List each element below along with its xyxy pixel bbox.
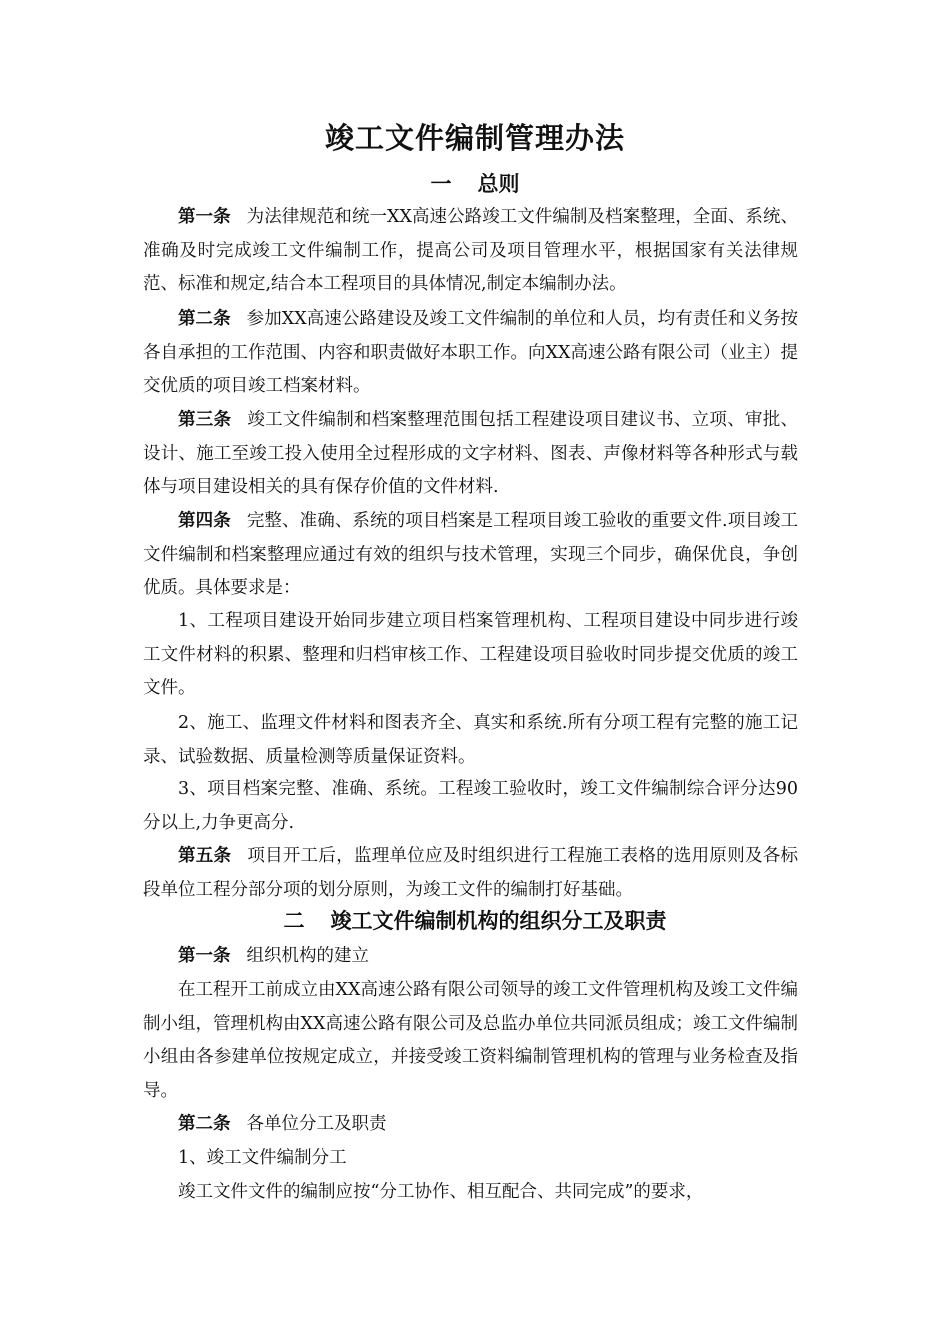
article-label: 第三条 <box>178 410 232 430</box>
article-text: 参加XX高速公路建设及竣工文件编制的单位和人员，均有责任和义务按各自承担的工作范围、内容和职责做好本职工作。向XX高速公路有限公司（业主）提交优质的项目竣工档案材料。 <box>143 309 799 397</box>
body-paragraph: 在工程开工前成立由XX高速公路有限公司领导的竣工文件管理机构及竣工文件编制小组，管理机构由XX高速公路有限公司及总监办单位共同派员组成；竣工文件编制小组由各参建单位按规定成立，并接受竣工资料编制管理机构的管理与业务检查及指导。 <box>143 980 798 1102</box>
list-item: 1、工程项目建设开始同步建立项目档案管理机构、工程项目建设中同步进行竣工文件材料的积累、整理和归档审核工作、工程建设项目验收时同步提交优质的竣工文件。 <box>143 611 798 699</box>
article-paragraph <box>143 505 798 606</box>
article-label: 第四条 <box>178 511 231 531</box>
article-label: 第五条 <box>178 846 232 866</box>
section-number: 一 <box>430 172 452 196</box>
article-label: 第一条 <box>178 207 231 227</box>
article-heading <box>143 940 798 974</box>
article-label: 第一条 <box>178 946 231 966</box>
article-paragraph <box>143 840 798 907</box>
list-item: 2、施工、监理文件材料和图表齐全、真实和系统.所有分项工程有完整的施工记录、试验数据、质量检测等质量保证资料。 <box>143 713 798 767</box>
article-label: 第二条 <box>178 309 231 329</box>
article-text: 为法律规范和统一XX高速公路竣工文件编制及档案整理，全面、系统、准确及时完成竣工文件编制工作，提高公司及项目管理水平，根据国家有关法律规范、标准和规定,结合本工程项目的具体情况,制定本编制办法。 <box>143 207 799 295</box>
article-heading <box>143 1108 798 1142</box>
section-number: 二 <box>283 909 305 933</box>
article-label: 第二条 <box>178 1114 231 1134</box>
section-heading-2 <box>0 905 950 937</box>
article-paragraph <box>143 303 798 404</box>
section-title: 竣工文件编制机构的组织分工及职责 <box>330 909 667 933</box>
section-heading-1 <box>0 168 950 200</box>
subsection-heading: 1、竣工文件编制分工 <box>178 1148 347 1168</box>
document-title: 竣工文件编制管理办法 <box>324 121 625 155</box>
article-text: 竣工文件编制和档案整理范围包括工程建设项目建议书、立项、审批、设计、施工至竣工投入使用全过程形成的文字材料、图表、声像材料等各种形式与载体与项目建设相关的具有保存价值的文件材料. <box>143 410 799 498</box>
article-paragraph <box>143 201 798 302</box>
article-text: 项目开工后，监理单位应及时组织进行工程施工表格的选用原则及各标段单位工程分部分项的划分原则，为竣工文件的编制打好基础。 <box>143 846 799 900</box>
list-item: 3、项目档案完整、准确、系统。工程竣工验收时，竣工文件编制综合评分达90分以上,力争更高分. <box>143 779 798 833</box>
article-text: 各单位分工及职责 <box>246 1114 387 1134</box>
section-title: 总则 <box>477 172 520 196</box>
body-paragraph: 竣工文件文件的编制应按“分工协作、相互配合、共同完成”的要求， <box>178 1182 704 1202</box>
article-paragraph <box>143 404 798 505</box>
article-text: 组织机构的建立 <box>246 946 369 966</box>
article-text: 完整、准确、系统的项目档案是工程项目竣工验收的重要文件.项目竣工文件编制和档案整理应通过有效的组织与技术管理，实现三个同步，确保优良，争创优质。具体要求是： <box>143 511 799 599</box>
